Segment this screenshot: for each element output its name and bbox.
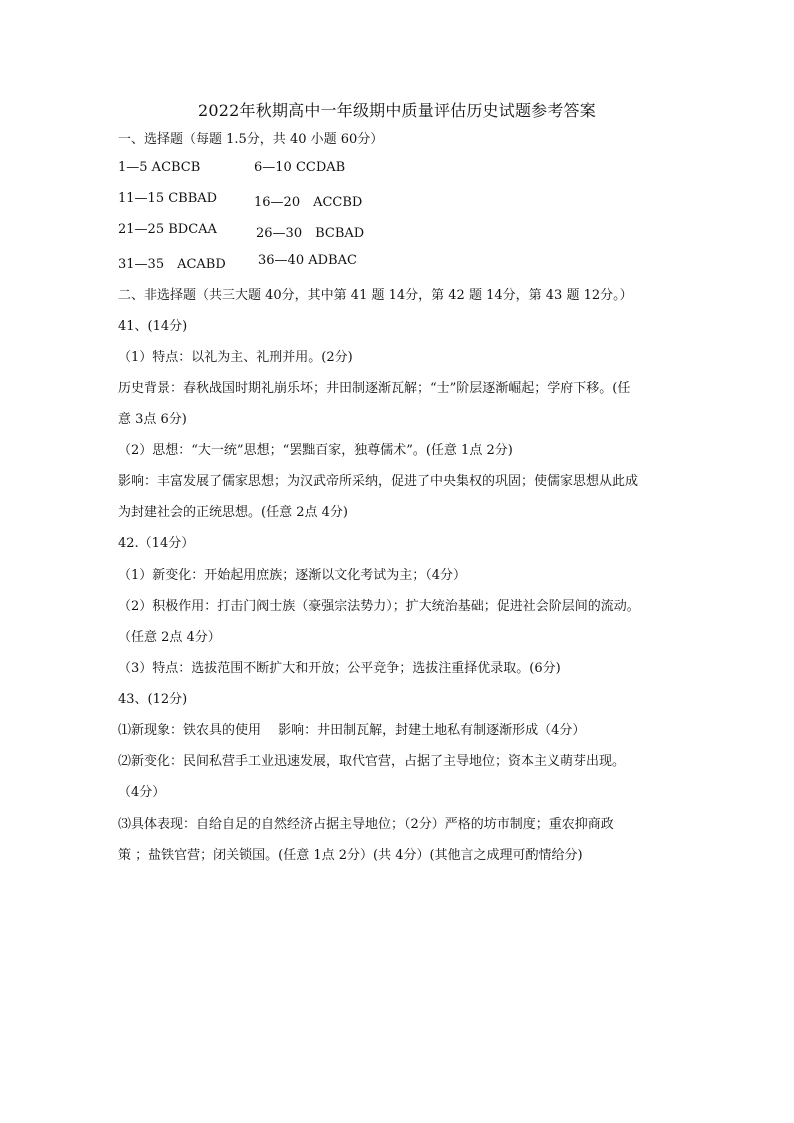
q42-line: （3）特点：选拔范围不断扩大和开放；公平竞争；选拔注重择优录取。(6分) — [118, 661, 561, 676]
section2-heading: 二、非选择题（共三大题 40分，其中第 41 题 14分，第 42 题 14分，第 43 题 12分。） — [118, 288, 633, 303]
answer-group-right: 26—30 BCBAD — [256, 226, 365, 241]
answer-group-left: 1—5 ACBCB — [118, 160, 201, 175]
answer-group-left: 31—35 ACABD — [118, 257, 226, 272]
q43-line: ⑵新变化：民间私营手工业迅速发展，取代官营，占据了主导地位；资本主义萌芽出现。 — [118, 754, 626, 769]
q42-line: （2）积极作用：打击门阀士族（豪强宗法势力）；扩大统治基础；促进社会阶层间的流动。 — [118, 599, 640, 614]
q41-line: 意 3点 6分) — [118, 412, 187, 427]
answer-group-right: 36—40 ADBAC — [258, 253, 357, 268]
answer-group-left: 21—25 BDCAA — [118, 222, 217, 237]
q41-line: 历史背景：春秋战国时期礼崩乐坏；井田制逐渐瓦解；“士”阶层逐渐崛起；学府下移。(任 — [118, 381, 631, 396]
q42-line: （1）新变化：开始起用庶族；逐渐以文化考试为主；（4分） — [118, 568, 467, 583]
q43-line: ⑴新现象：铁农具的使用 影响：井田制瓦解，封建土地私有制逐渐形成（4分） — [118, 723, 586, 738]
answer-group-right: 16—20 ACCBD — [254, 195, 363, 210]
answer-group-right: 6—10 CCDAB — [254, 160, 346, 175]
page-title: 2022年秋期高中一年级期中质量评估历史试题参考答案 — [198, 101, 596, 120]
q42-heading: 42.（14分） — [118, 536, 195, 551]
q41-line: 为封建社会的正统思想。(任意 2点 4分) — [118, 505, 348, 520]
answer-group-left: 11—15 CBBAD — [118, 191, 218, 206]
q41-heading: 41、(14分) — [118, 319, 188, 334]
section1-heading: 一、选择题（每题 1.5分，共 40 小题 60分） — [118, 132, 384, 147]
q43-line: （4分） — [118, 785, 166, 800]
q43-line: 策 ；盐铁官营；闭关锁国。(任意 1点 2分）(共 4分）(其他言之成理可酌情给分) — [118, 848, 583, 863]
q41-line: （2）思想：“大一统”思想；“罢黜百家，独尊儒术”。(任意 1点 2分) — [118, 443, 513, 458]
q43-line: ⑶具体表现：自给自足的自然经济占据主导地位；（2分）严格的坊市制度；重农抑商政 — [118, 817, 614, 832]
q41-line: 影响：丰富发展了儒家思想；为汉武帝所采纳，促进了中央集权的巩固；使儒家思想从此成 — [118, 474, 639, 489]
q41-line: （1）特点：以礼为主、礼刑并用。(2分) — [118, 350, 353, 365]
q43-heading: 43、(12分) — [118, 692, 188, 707]
q42-line: （任意 2点 4分） — [118, 630, 221, 645]
